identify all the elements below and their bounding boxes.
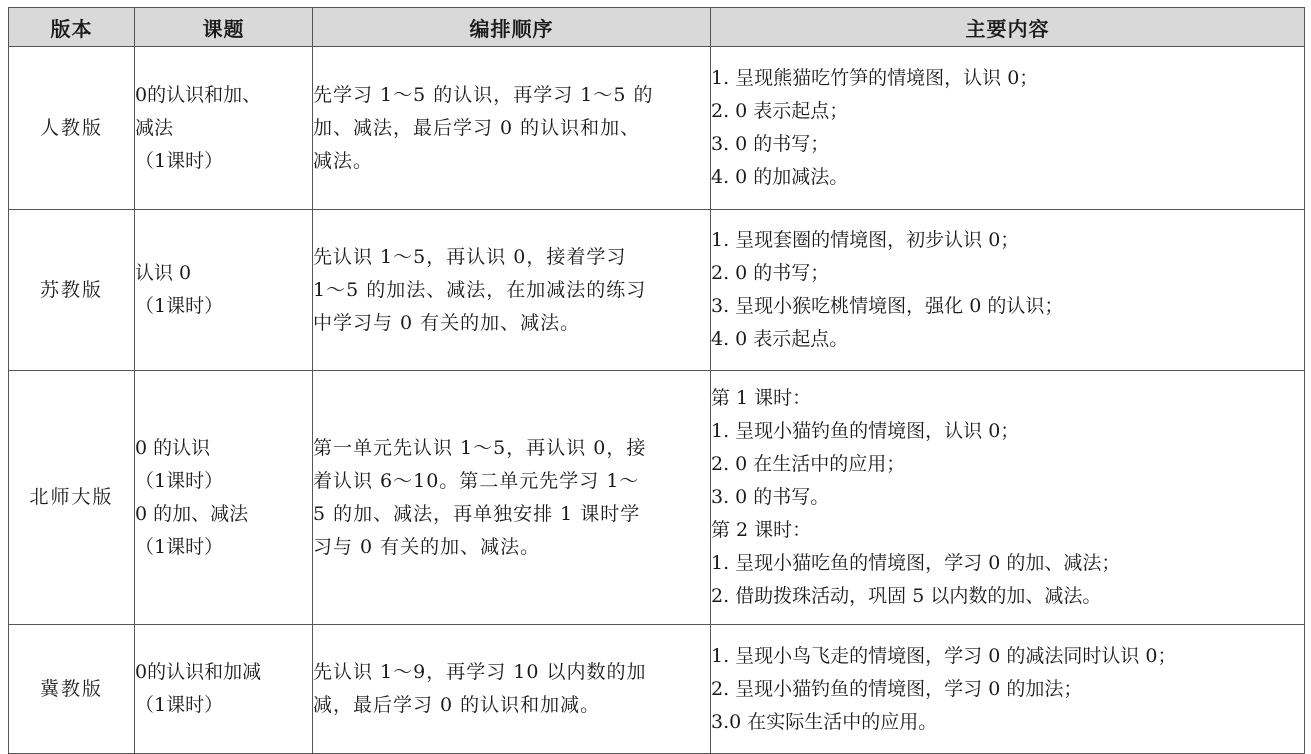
order-line: 先认识 1～9，再学习 10 以内数的加: [313, 661, 647, 683]
content-line: 1. 呈现小鸟飞走的情境图，学习 0 的减法同时认识 0；: [711, 644, 1177, 667]
content-line: 3. 0 的书写。: [711, 486, 830, 508]
comparison-table: [8, 7, 1305, 754]
order-line: 先学习 1～5 的认识，再学习 1～5 的: [313, 83, 654, 106]
content-line: 1. 呈现小猫吃鱼的情境图，学习 0 的加、减法；: [711, 552, 1121, 574]
content-cell: [711, 625, 1305, 754]
topic-cell: [135, 210, 313, 371]
topic-line: 认识 0: [135, 262, 192, 284]
content-cell: [711, 210, 1305, 371]
topic-line: （1课时）: [135, 149, 224, 172]
table-body: [9, 47, 1305, 754]
content-line: 第 2 课时：: [711, 519, 812, 541]
order-line: 第一单元先认识 1～5，再认识 0，接: [313, 436, 647, 459]
content-line: 第 1 课时：: [711, 387, 812, 409]
content-line: 1. 呈现熊猫吃竹笋的情境图，认识 0；: [711, 67, 1039, 89]
topic-cell: [135, 371, 313, 625]
order-line: 习与 0 有关的加、减法。: [313, 535, 541, 558]
order-line: 着认识 6～10。第二单元先学习 1～: [313, 469, 640, 492]
order-cell: [313, 47, 711, 210]
version-cell: 苏教版: [9, 210, 135, 371]
header-topic: 课题: [135, 8, 313, 47]
content-cell: [711, 371, 1305, 625]
topic-line: （1课时）: [135, 535, 224, 558]
order-cell: [313, 625, 711, 754]
topic-line: 减法: [135, 116, 174, 139]
version-cell: 北师大版: [9, 371, 135, 625]
order-line: 5 的加、减法，再单独安排 1 课时学: [313, 502, 641, 525]
table-row: [9, 625, 1305, 754]
content-line: 1. 呈现套圈的情境图，初步认识 0；: [711, 229, 1020, 251]
content-line: 2. 借助拨珠活动，巩固 5 以内数的加、减法。: [711, 585, 1102, 607]
order-line: 1～5 的加法、减法，在加减法的练习: [313, 278, 647, 301]
topic-line: 0的认识和加减: [135, 661, 262, 683]
content-line: 3. 呈现小猴吃桃情境图，强化 0 的认识；: [711, 295, 1064, 317]
content-line: 2. 0 在生活中的应用；: [711, 453, 906, 475]
order-line: 减法。: [313, 149, 374, 172]
topic-cell: [135, 625, 313, 754]
order-line: 减，最后学习 0 的认识和加减。: [313, 694, 601, 716]
version-cell: 人教版: [9, 47, 135, 210]
header-version: 版本: [9, 8, 135, 47]
content-line: 4. 0 的加减法。: [711, 166, 849, 188]
topic-cell: [135, 47, 313, 210]
content-line: 4. 0 表示起点。: [711, 328, 849, 350]
topic-line: （1课时）: [135, 469, 224, 492]
topic-line: （1课时）: [135, 295, 224, 317]
table-header: [9, 8, 1305, 47]
table-row: [9, 47, 1305, 210]
header-order: 编排顺序: [313, 8, 711, 47]
table-row: [9, 210, 1305, 371]
content-cell: [711, 47, 1305, 210]
topic-line: 0的认识和加、: [135, 83, 262, 106]
order-line: 中学习与 0 有关的加、减法。: [313, 311, 581, 334]
content-line: 1. 呈现小猫钓鱼的情境图，认识 0；: [711, 420, 1020, 442]
version-cell: 冀教版: [9, 625, 135, 754]
topic-line: （1课时）: [135, 694, 224, 716]
content-line: 3. 0 的书写；: [711, 133, 830, 155]
table-row: [9, 371, 1305, 625]
topic-line: 0 的加、减法: [135, 502, 249, 525]
header-content: 主要内容: [711, 8, 1305, 47]
content-line: 2. 0 表示起点；: [711, 100, 849, 122]
header-row: [9, 8, 1305, 47]
order-cell: [313, 210, 711, 371]
content-line: 3.0 在实际生活中的应用。: [711, 710, 938, 733]
content-line: 2. 呈现小猫钓鱼的情境图，学习 0 的加法；: [711, 677, 1083, 700]
order-line: 加、减法，最后学习 0 的认识和加、: [313, 116, 641, 139]
order-line: 先认识 1～5，再认识 0，接着学习: [313, 245, 627, 268]
content-line: 2. 0 的书写；: [711, 262, 830, 284]
order-cell: [313, 371, 711, 625]
topic-line: 0 的认识: [135, 436, 211, 459]
